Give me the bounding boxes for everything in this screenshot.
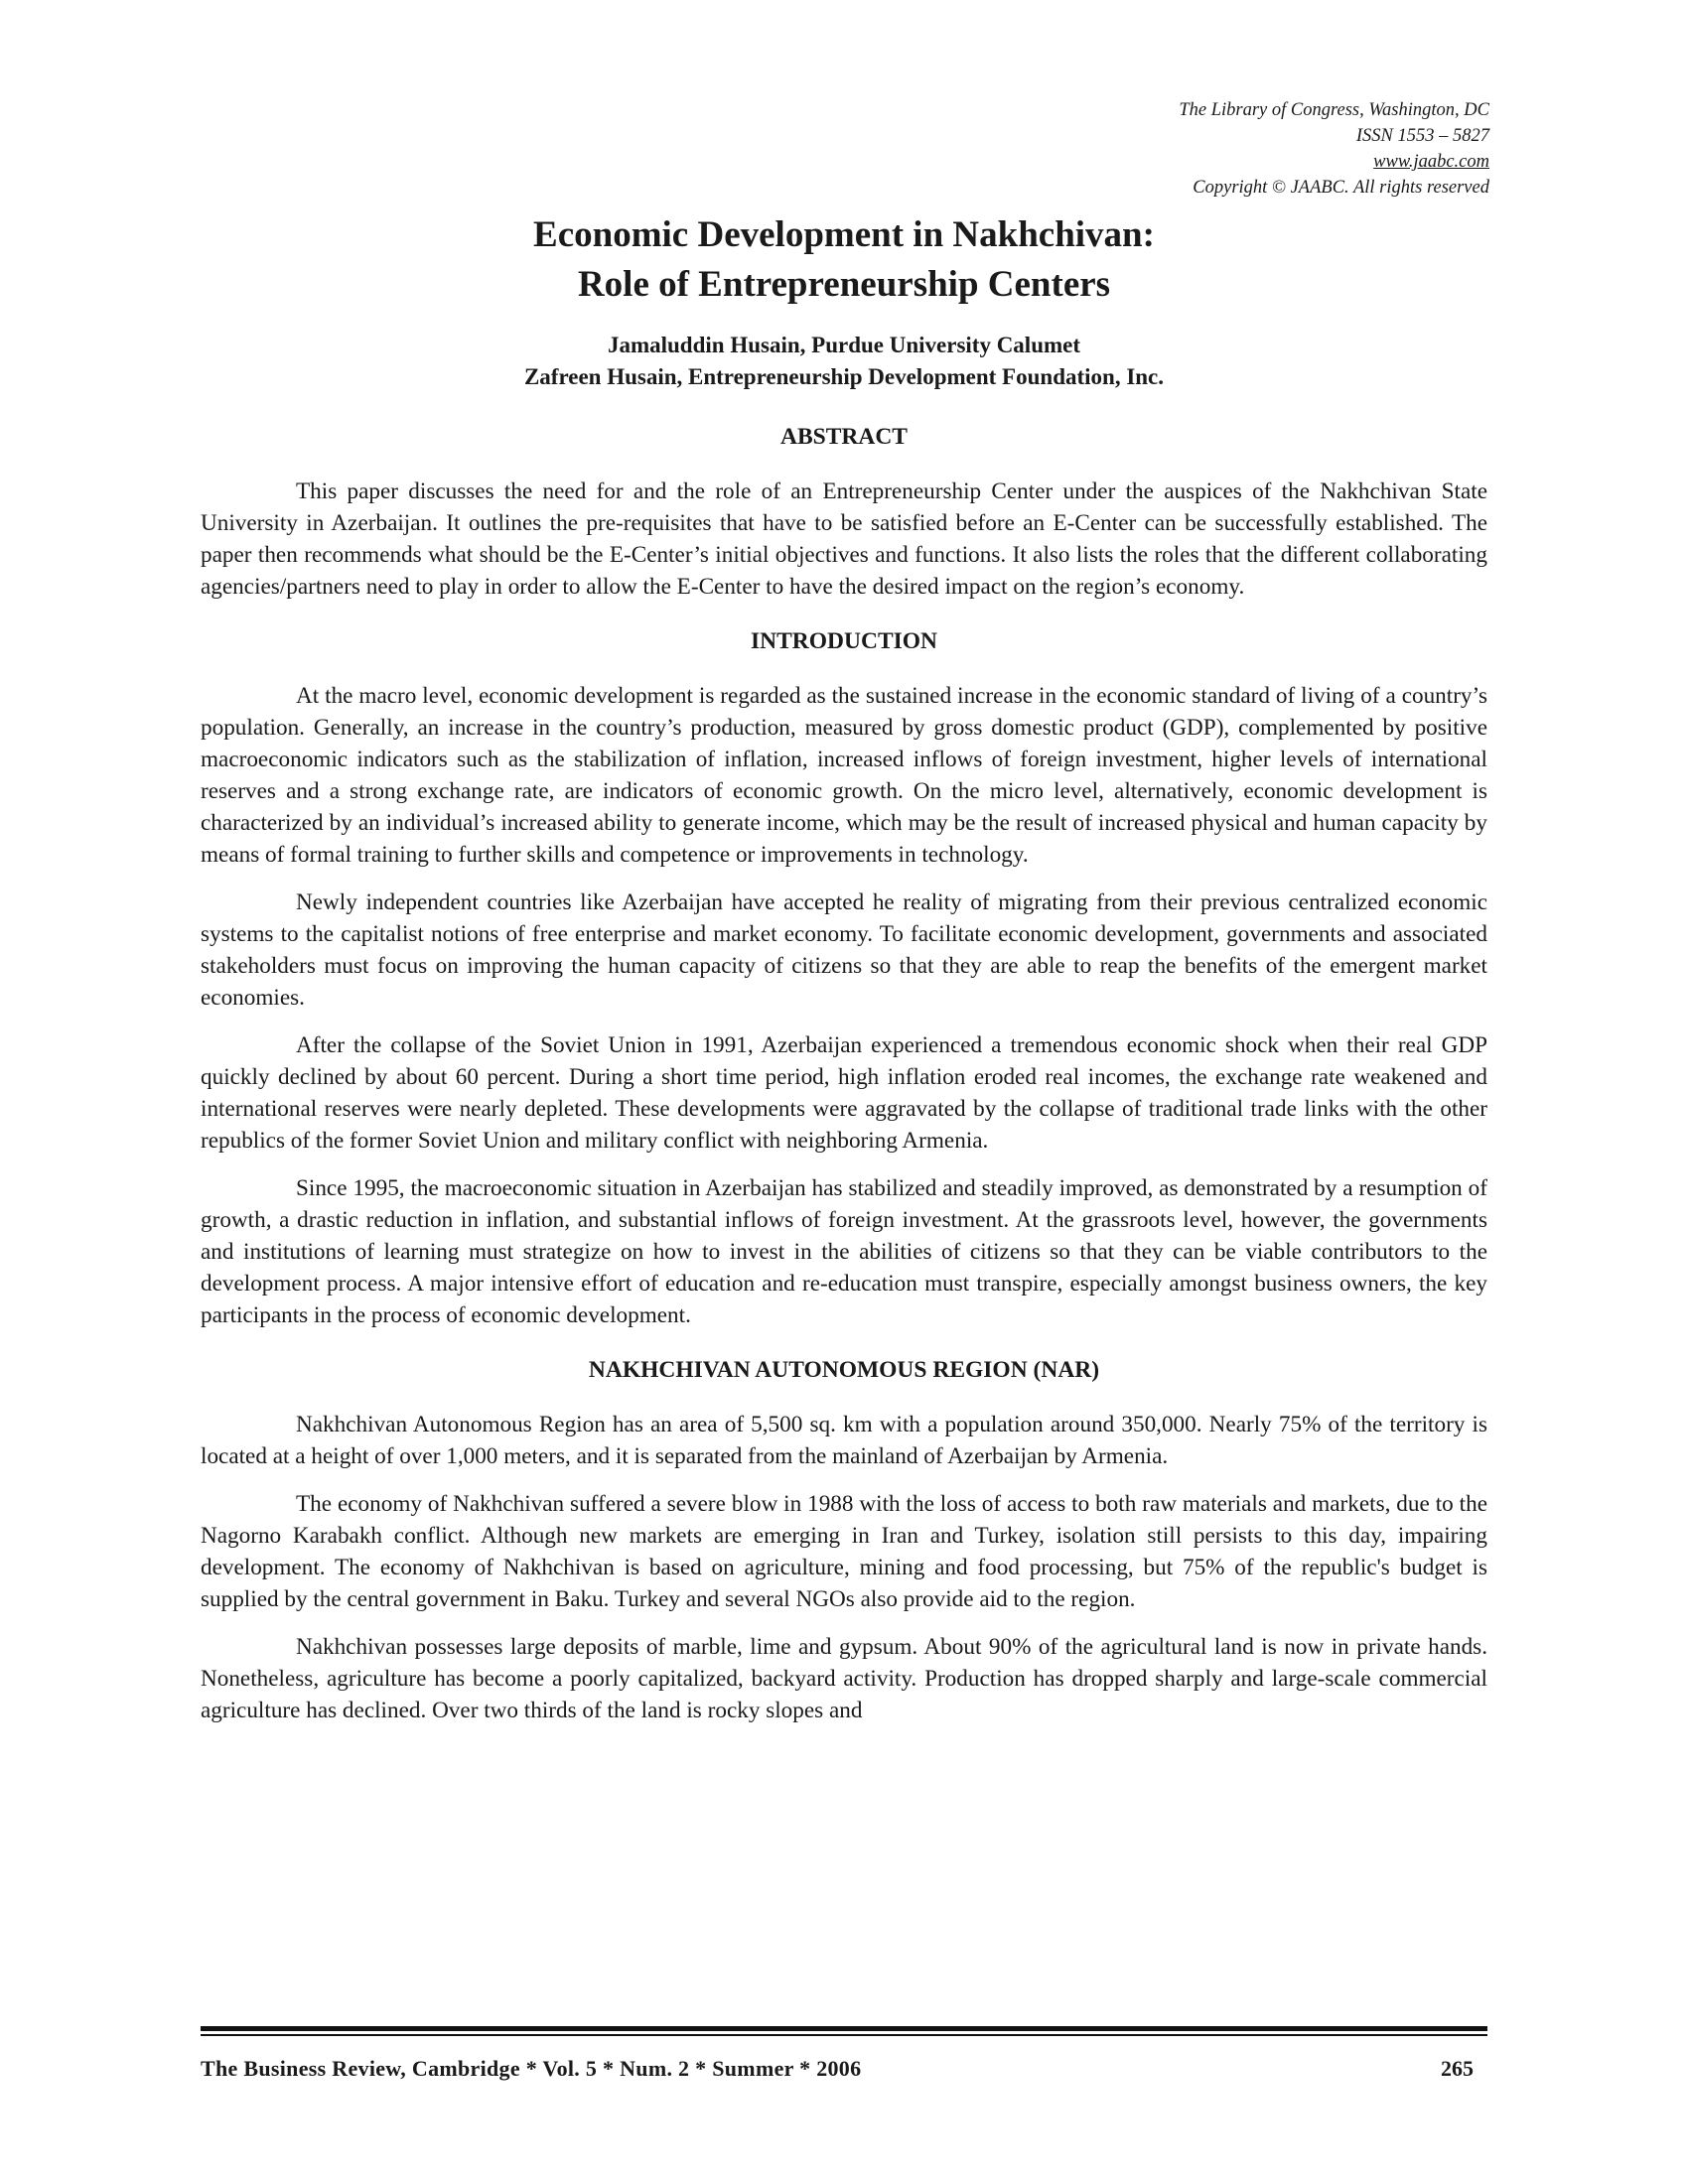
journal-info: [1179, 97, 1489, 201]
nar-paragraph: The economy of Nakhchivan suffered a severe blow in 1988 with the loss of access to both raw materials and markets, due to the Nagorno Karabakh conflict. Although new markets are emerging in Iran and Turkey, isolation still persists to this day, impairing development. The economy of Nakhchivan is based on agriculture, mining and food processing, but 75% of the republic's budget is supplied by the central government in Baku. Turkey and several NGOs also provide aid to the region.: [201, 1491, 1487, 1612]
author-list: [0, 330, 1688, 393]
page-footer: [201, 2053, 1487, 2085]
author-1: Jamaluddin Husain, Purdue University Calumet: [607, 333, 1081, 357]
intro-paragraph: Newly independent countries like Azerbaijan have accepted he reality of migrating from their previous centralized economic systems to the capitalist notions of free enterprise and market economy. To facilitate economic development, governments and associated stakeholders must focus on improving the human capacity of citizens so that they are able to reap the benefits of the emergent market economies.: [201, 889, 1487, 1011]
page-number: 265: [1441, 2056, 1474, 2081]
publisher-line: The Library of Congress, Washington, DC: [1179, 100, 1489, 120]
abstract-heading: ABSTRACT: [780, 424, 908, 450]
author-2: Zafreen Husain, Entrepreneurship Development Foundation, Inc.: [523, 364, 1165, 389]
paper-body: [201, 421, 1487, 1726]
intro-paragraph: Since 1995, the macroeconomic situation in Azerbaijan has stabilized and steadily improved, as demonstrated by a resumption of growth, a drastic reduction in inflation, and substantial inflows of foreign investment. At the grassroots level, however, the governments and institutions of learning must strategize on how to invest in the abilities of citizens so that they can be viable contributors to the development process. A major intensive effort of education and re-education must transpire, especially amongst business owners, the key participants in the process of economic development.: [201, 1175, 1487, 1328]
intro-paragraph: At the macro level, economic development is regarded as the sustained increase in the economic standard of living of a country’s population. Generally, an increase in the country’s production, measured by gross domestic product (GDP), complemented by positive macroeconomic indicators such as the stabilization of inflation, increased inflows of foreign investment, higher levels of international reserves and a strong exchange rate, are indicators of economic growth. On the micro level, alternatively, economic development is characterized by an individual’s increased ability to generate income, which may be the result of increased physical and human capacity by means of formal training to further skills and competence or improvements in technology.: [201, 683, 1487, 868]
abstract-section: [201, 421, 1487, 603]
footer-divider: [201, 2026, 1487, 2031]
nar-paragraph: Nakhchivan Autonomous Region has an area of 5,500 sq. km with a population around 350,000. Nearly 75% of the territory is located at a height of over 1,000 meters, and it is separated from the mainland of Azerbaijan by Armenia.: [201, 1412, 1487, 1469]
issn-line: ISSN 1553 – 5827: [1355, 126, 1489, 146]
copyright-line: Copyright © JAABC. All rights reserved: [1193, 178, 1489, 198]
nar-heading: NAKHCHIVAN AUTONOMOUS REGION (NAR): [588, 1357, 1100, 1383]
title-line-2: Role of Entrepreneurship Centers: [577, 264, 1111, 305]
paper-title: [0, 210, 1688, 310]
nar-paragraph: Nakhchivan possesses large deposits of marble, lime and gypsum. About 90% of the agricultural land is now in private hands. Nonetheless, agriculture has become a poorly capitalized, backyard activity. Production has dropped sharply and large-scale commercial agriculture has declined. Over two thirds of the land is rocky slopes and: [201, 1634, 1487, 1723]
introduction-section: [201, 625, 1487, 1331]
journal-url-link[interactable]: www.jaabc.com: [1373, 152, 1489, 172]
footer-divider-thin: [201, 2034, 1487, 2036]
title-line-1: Economic Development in Nakhchivan:: [533, 214, 1155, 255]
nar-section: [201, 1354, 1487, 1726]
intro-paragraph: After the collapse of the Soviet Union in 1991, Azerbaijan experienced a tremendous economic shock when their real GDP quickly declined by about 60 percent. During a short time period, high inflation eroded real incomes, the exchange rate weakened and international reserves were nearly depleted. These developments were aggravated by the collapse of traditional trade links with the other republics of the former Soviet Union and military conflict with neighboring Armenia.: [201, 1032, 1487, 1154]
introduction-heading: INTRODUCTION: [750, 628, 938, 654]
footer-journal-citation: The Business Review, Cambridge * Vol. 5 * Num. 2 * Summer * 2006: [201, 2056, 862, 2081]
abstract-text: This paper discusses the need for and the role of an Entrepreneurship Center under the auspices of the Nakhchivan State University in Azerbaijan. It outlines the pre-requisites that have to be satisfied before an E-Center can be successfully established. The paper then recommends what should be the E-Center’s initial objectives and functions. It also lists the roles that the different collaborating agencies/partners need to play in order to allow the E-Center to have the desired impact on the region’s economy.: [201, 478, 1487, 600]
